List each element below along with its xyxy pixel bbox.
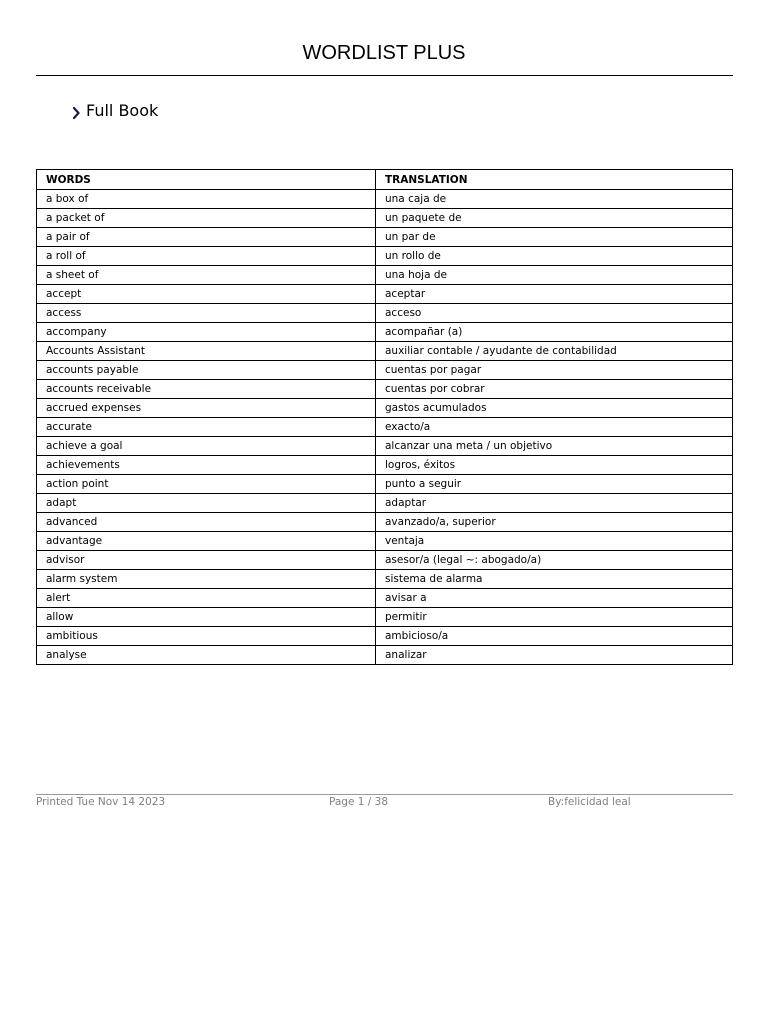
table-row bbox=[37, 285, 733, 304]
table-row bbox=[37, 304, 733, 323]
word-cell: achieve a goal bbox=[37, 437, 376, 456]
title-divider bbox=[36, 75, 733, 76]
word-cell: achievements bbox=[37, 456, 376, 475]
table-row bbox=[37, 323, 733, 342]
translation-cell: punto a seguir bbox=[376, 475, 733, 494]
table-row bbox=[37, 399, 733, 418]
table-row bbox=[37, 494, 733, 513]
translation-cell: alcanzar una meta / un objetivo bbox=[376, 437, 733, 456]
table-row bbox=[37, 247, 733, 266]
table-row bbox=[37, 532, 733, 551]
word-cell: accounts payable bbox=[37, 361, 376, 380]
word-cell: action point bbox=[37, 475, 376, 494]
word-cell: alarm system bbox=[37, 570, 376, 589]
word-cell: advantage bbox=[37, 532, 376, 551]
table-row bbox=[37, 380, 733, 399]
table-row bbox=[37, 190, 733, 209]
table-row bbox=[37, 570, 733, 589]
translation-cell: ambicioso/a bbox=[376, 627, 733, 646]
page-title: WORDLIST PLUS bbox=[302, 42, 466, 64]
translation-cell: un par de bbox=[376, 228, 733, 247]
table-header-row bbox=[37, 170, 733, 190]
column-header-translation: TRANSLATION bbox=[376, 170, 733, 190]
column-header-words: WORDS bbox=[37, 170, 376, 190]
translation-cell: cuentas por pagar bbox=[376, 361, 733, 380]
word-cell: accrued expenses bbox=[37, 399, 376, 418]
word-cell: a sheet of bbox=[37, 266, 376, 285]
translation-cell: sistema de alarma bbox=[376, 570, 733, 589]
table-row bbox=[37, 209, 733, 228]
wordlist-table bbox=[36, 169, 733, 665]
translation-cell: acceso bbox=[376, 304, 733, 323]
translation-cell: un rollo de bbox=[376, 247, 733, 266]
table-row bbox=[37, 418, 733, 437]
translation-cell: logros, éxitos bbox=[376, 456, 733, 475]
table-row bbox=[37, 228, 733, 247]
table-row bbox=[37, 646, 733, 665]
table-row bbox=[37, 551, 733, 570]
chevron-right-icon bbox=[73, 107, 80, 119]
table-row bbox=[37, 627, 733, 646]
footer-page-number: Page 1 / 38 bbox=[329, 796, 389, 808]
word-cell: a roll of bbox=[37, 247, 376, 266]
table-row bbox=[37, 361, 733, 380]
footer-author: By:felicidad leal bbox=[548, 796, 631, 808]
word-cell: accompany bbox=[37, 323, 376, 342]
table-body bbox=[37, 190, 733, 665]
table-row bbox=[37, 608, 733, 627]
word-cell: ambitious bbox=[37, 627, 376, 646]
translation-cell: una hoja de bbox=[376, 266, 733, 285]
word-cell: alert bbox=[37, 589, 376, 608]
word-cell: accept bbox=[37, 285, 376, 304]
word-cell: a box of bbox=[37, 190, 376, 209]
table-row bbox=[37, 266, 733, 285]
translation-cell: gastos acumulados bbox=[376, 399, 733, 418]
translation-cell: avanzado/a, superior bbox=[376, 513, 733, 532]
footer-printed-date: Printed Tue Nov 14 2023 bbox=[36, 796, 166, 808]
section-label: Full Book bbox=[86, 101, 159, 120]
word-cell: access bbox=[37, 304, 376, 323]
section-heading bbox=[73, 100, 158, 122]
translation-cell: analizar bbox=[376, 646, 733, 665]
translation-cell: asesor/a (legal ~: abogado/a) bbox=[376, 551, 733, 570]
word-cell: advanced bbox=[37, 513, 376, 532]
translation-cell: acompañar (a) bbox=[376, 323, 733, 342]
translation-cell: permitir bbox=[376, 608, 733, 627]
word-cell: analyse bbox=[37, 646, 376, 665]
word-cell: Accounts Assistant bbox=[37, 342, 376, 361]
translation-cell: cuentas por cobrar bbox=[376, 380, 733, 399]
table-row bbox=[37, 589, 733, 608]
translation-cell: adaptar bbox=[376, 494, 733, 513]
translation-cell: un paquete de bbox=[376, 209, 733, 228]
word-cell: a packet of bbox=[37, 209, 376, 228]
word-cell: advisor bbox=[37, 551, 376, 570]
translation-cell: una caja de bbox=[376, 190, 733, 209]
table-row bbox=[37, 475, 733, 494]
translation-cell: ventaja bbox=[376, 532, 733, 551]
table-row bbox=[37, 513, 733, 532]
translation-cell: auxiliar contable / ayudante de contabilidad bbox=[376, 342, 733, 361]
table-row bbox=[37, 437, 733, 456]
translation-cell: avisar a bbox=[376, 589, 733, 608]
table-row bbox=[37, 456, 733, 475]
word-cell: allow bbox=[37, 608, 376, 627]
word-cell: a pair of bbox=[37, 228, 376, 247]
word-cell: adapt bbox=[37, 494, 376, 513]
word-cell: accurate bbox=[37, 418, 376, 437]
translation-cell: exacto/a bbox=[376, 418, 733, 437]
table-row bbox=[37, 342, 733, 361]
word-cell: accounts receivable bbox=[37, 380, 376, 399]
translation-cell: aceptar bbox=[376, 285, 733, 304]
